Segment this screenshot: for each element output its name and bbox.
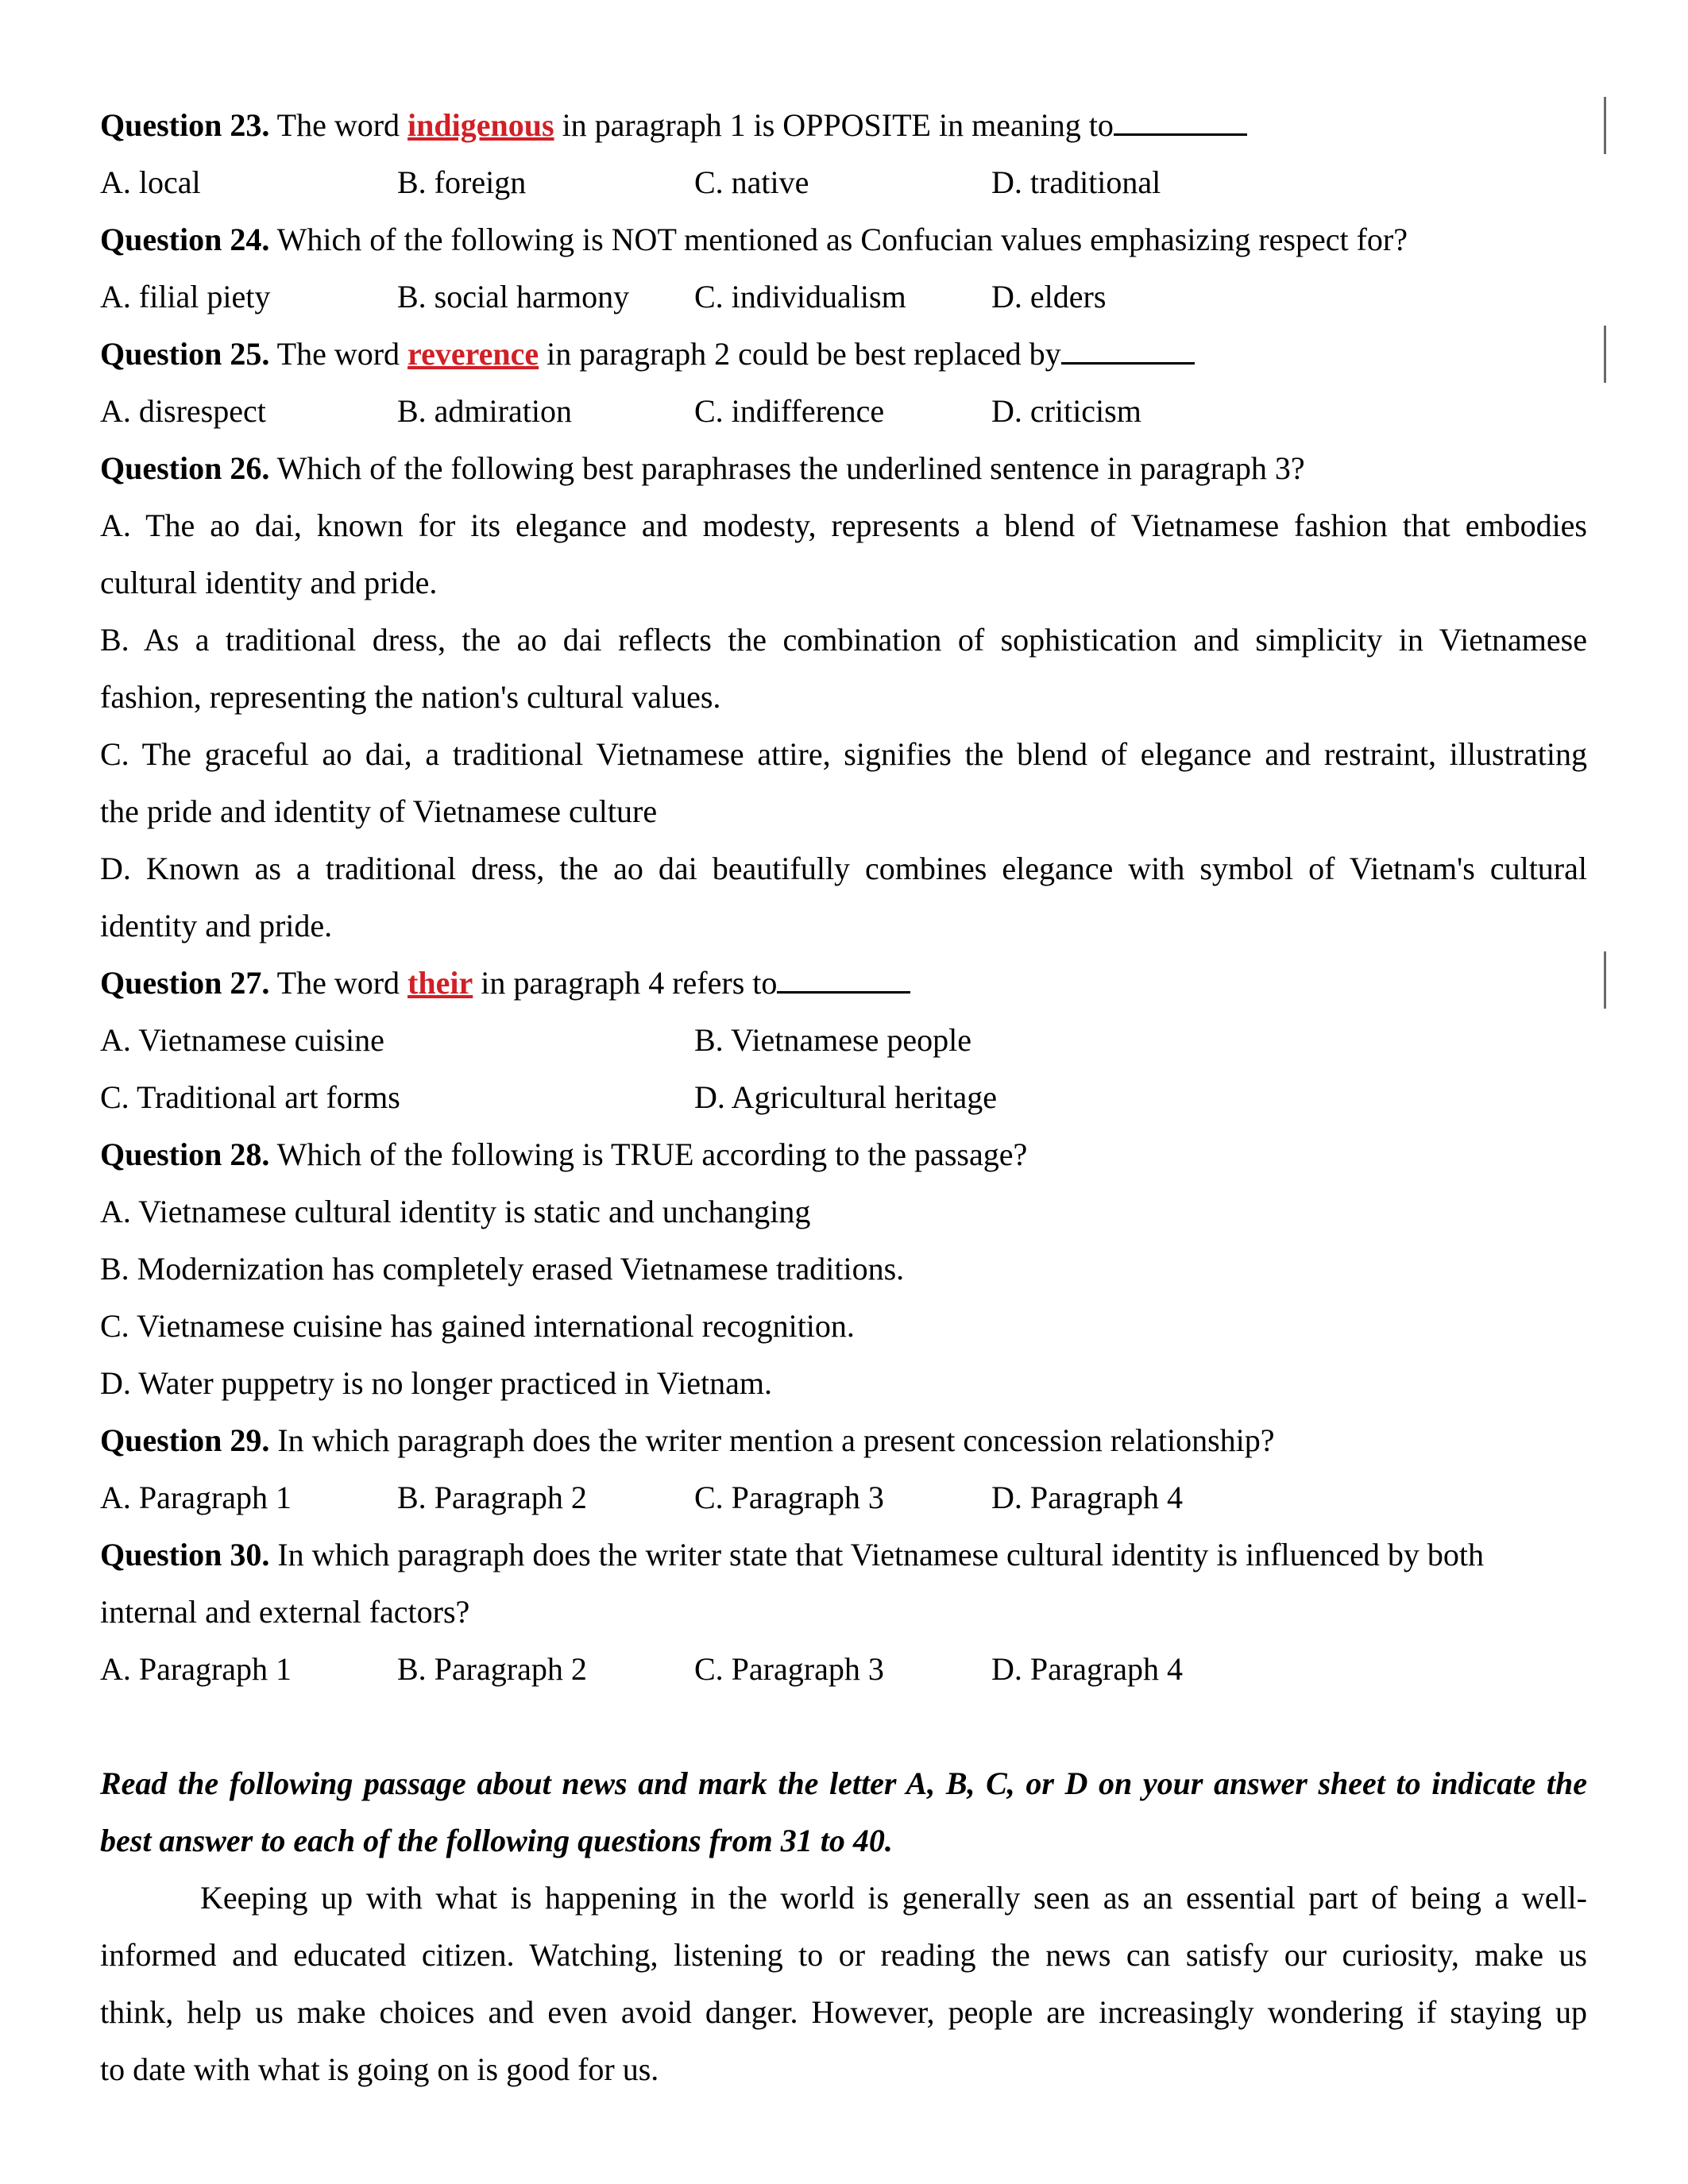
- question-26: [100, 440, 1587, 497]
- option-d-line-2: identity and pride.: [100, 908, 333, 943]
- question-text: in paragraph 4 refers to: [473, 965, 778, 1001]
- passage-line-3: think, help us make choices and even avoid danger. However, people are increasingly wondering if staying up: [100, 1994, 1587, 2030]
- option-b: B. Vietnamese people: [694, 1022, 971, 1058]
- question-number: Question 30.: [100, 1537, 270, 1572]
- question-text: In which paragraph does the writer state that Vietnamese cultural identity is influenced by both: [269, 1537, 1484, 1572]
- option-a-line-2: cultural identity and pride.: [100, 565, 438, 600]
- passage-line-1: Keeping up with what is happening in the world is generally seen as an essential part of being a well-: [200, 1880, 1587, 1916]
- option-d-line-1: D. Known as a traditional dress, the ao dai beautifully combines elegance with symbol of Vietnam's cultural: [100, 851, 1587, 886]
- instruction-line-2: best answer to each of the following questions from 31 to 40.: [100, 1823, 893, 1858]
- question-text: The word: [269, 107, 408, 143]
- question-27: [100, 955, 1587, 1012]
- answer-blank: [1114, 105, 1247, 136]
- instruction-line-1: Read the following passage about news and mark the letter A, B, C, or D on your answer sheet to indicate the: [100, 1765, 1587, 1801]
- document-page: [100, 97, 1587, 2098]
- option-b: B. Paragraph 2: [397, 1480, 587, 1515]
- option-a: A. filial piety: [100, 279, 271, 314]
- question-number: Question 27.: [100, 965, 270, 1001]
- question-text: The word: [269, 965, 408, 1001]
- question-text: The word: [269, 336, 408, 372]
- highlighted-word: reverence: [408, 336, 539, 372]
- options-27-row-1: [100, 1012, 1587, 1069]
- option-d: D. Paragraph 4: [991, 1651, 1184, 1687]
- question-30: [100, 1526, 1587, 1584]
- passage-line-2: informed and educated citizen. Watching, listening to or reading the news can satisfy our curiosity, make us: [100, 1937, 1587, 1973]
- option-a: A. Vietnamese cultural identity is static and unchanging: [100, 1194, 811, 1229]
- question-number: Question 26.: [100, 450, 270, 486]
- option-d: D. Paragraph 4: [991, 1480, 1184, 1515]
- spacer: [100, 1698, 1587, 1755]
- options-30: [100, 1641, 1587, 1698]
- option-b: B. Paragraph 2: [397, 1651, 587, 1687]
- question-text: Which of the following best paraphrases the underlined sentence in paragraph 3?: [269, 450, 1305, 486]
- options-25: [100, 383, 1587, 440]
- question-text: Which of the following is TRUE according to the passage?: [269, 1136, 1028, 1172]
- option-a: A. Paragraph 1: [100, 1480, 292, 1515]
- question-28: [100, 1126, 1587, 1183]
- option-b: B. admiration: [397, 393, 572, 429]
- question-30-line-2: internal and external factors?: [100, 1594, 470, 1630]
- option-b-line-2: fashion, representing the nation's cultural values.: [100, 679, 721, 715]
- question-number: Question 28.: [100, 1136, 270, 1172]
- option-c: C. Vietnamese cuisine has gained international recognition.: [100, 1308, 855, 1344]
- options-29: [100, 1469, 1587, 1526]
- margin-mark: [1604, 951, 1606, 1009]
- option-b: B. Modernization has completely erased Vietnamese traditions.: [100, 1251, 905, 1287]
- question-number: Question 25.: [100, 336, 270, 372]
- margin-mark: [1604, 97, 1606, 154]
- options-24: [100, 268, 1587, 326]
- option-d: D. Agricultural heritage: [694, 1079, 997, 1115]
- option-a: A. local: [100, 164, 201, 200]
- option-d: D. traditional: [991, 164, 1161, 200]
- question-text: Which of the following is NOT mentioned as Confucian values emphasizing respect for?: [269, 222, 1408, 257]
- question-text: in paragraph 1 is OPPOSITE in meaning to: [554, 107, 1114, 143]
- question-24: [100, 211, 1587, 268]
- option-c: C. native: [694, 164, 809, 200]
- question-23: [100, 97, 1587, 154]
- highlighted-word: their: [408, 965, 473, 1001]
- answer-blank: [777, 963, 910, 994]
- option-d: D. elders: [991, 279, 1107, 314]
- margin-mark: [1604, 326, 1606, 383]
- question-29: [100, 1412, 1587, 1469]
- option-c-line-1: C. The graceful ao dai, a traditional Vietnamese attire, signifies the blend of elegance and restraint, illustrating: [100, 736, 1587, 772]
- option-a: A. disrespect: [100, 393, 266, 429]
- option-c: C. indifference: [694, 393, 885, 429]
- option-c: C. Paragraph 3: [694, 1651, 884, 1687]
- option-a-line-1: A. The ao dai, known for its elegance and modesty, represents a blend of Vietnamese fashion that embodies: [100, 507, 1587, 543]
- question-number: Question 24.: [100, 222, 270, 257]
- option-d: D. Water puppetry is no longer practiced in Vietnam.: [100, 1365, 772, 1401]
- question-25: [100, 326, 1587, 383]
- answer-blank: [1061, 334, 1195, 365]
- highlighted-word: indigenous: [408, 107, 554, 143]
- option-d: D. criticism: [991, 393, 1141, 429]
- option-a: A. Paragraph 1: [100, 1651, 292, 1687]
- options-27-row-2: [100, 1069, 1587, 1126]
- option-b-line-1: B. As a traditional dress, the ao dai reflects the combination of sophistication and simplicity in Vietnamese: [100, 622, 1587, 658]
- passage-line-4: to date with what is going on is good for us.: [100, 2051, 659, 2087]
- option-c: C. individualism: [694, 279, 906, 314]
- option-b: B. foreign: [397, 164, 527, 200]
- options-23: [100, 154, 1587, 211]
- question-number: Question 23.: [100, 107, 270, 143]
- option-c: C. Traditional art forms: [100, 1079, 400, 1115]
- option-b: B. social harmony: [397, 279, 630, 314]
- question-number: Question 29.: [100, 1422, 270, 1458]
- question-text: in paragraph 2 could be best replaced by: [539, 336, 1061, 372]
- option-c: C. Paragraph 3: [694, 1480, 884, 1515]
- option-c-line-2: the pride and identity of Vietnamese culture: [100, 793, 658, 829]
- question-text: In which paragraph does the writer mention a present concession relationship?: [269, 1422, 1275, 1458]
- option-a: A. Vietnamese cuisine: [100, 1022, 384, 1058]
